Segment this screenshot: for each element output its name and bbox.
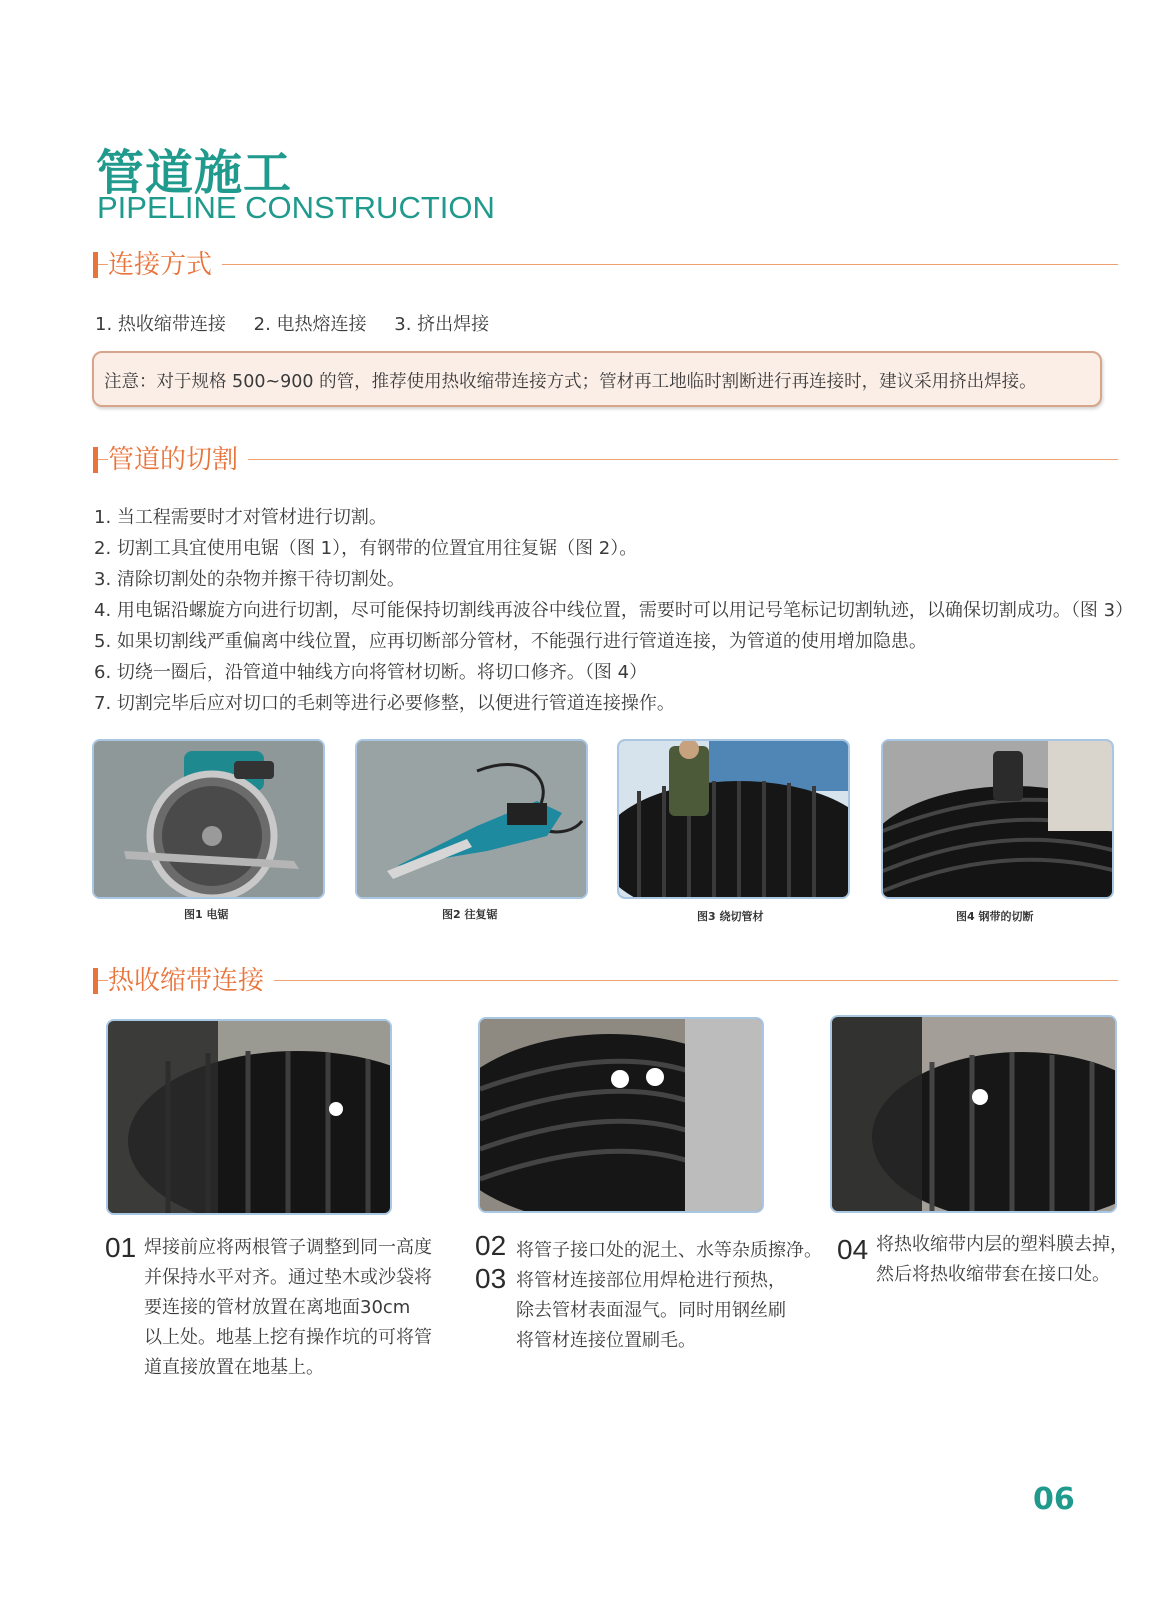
figure-caption: 图4 钢带的切断 [956,910,1034,923]
photo-steel-band-cut [881,739,1114,899]
step-text: 将管材连接部位用焊枪进行预热，除去管材表面湿气。同时用钢丝刷将管材连接位置刷毛。 [516,1270,786,1351]
page-title: 管道施工 [96,145,293,201]
list-item: 2. 切割工具宜使用电锯（图 1），有钢带的位置宜用往复锯（图 2）。 [94,538,638,559]
list-item: 6. 切绕一圈后，沿管道中轴线方向将管材切断。将切口修齐。（图 4） [94,662,648,683]
connection-methods [95,310,511,336]
pipe-alignment-illustration [108,1021,392,1215]
list-item: 1. 当工程需要时才对管材进行切割。 [94,507,387,528]
pipe-cutting-illustration [619,741,850,899]
step-number: 02 [475,1230,507,1261]
method-item: 1. 热收缩带连接 [95,314,226,335]
circular-saw-illustration [94,741,325,899]
steel-band-cut-illustration [883,741,1114,899]
list-item: 3. 清除切割处的杂物并擦干待切割处。 [94,569,405,590]
heading-marker [93,447,98,473]
step-number: 03 [475,1263,507,1294]
list-item: 5. 如果切割线严重偏离中线位置，应再切断部分管材，不能强行进行管道连接，为管道的使用增加隐患。 [94,631,927,652]
step-text: 将管子接口处的泥土、水等杂质擦净。 [516,1240,822,1261]
page-subtitle: PIPELINE CONSTRUCTION [97,190,495,225]
photo-heat-shrink-band [830,1015,1117,1213]
note-text: 注意：对于规格 500~900 的管，推荐使用热收缩带连接方式；管材再工地临时割断进行再连接时，建议采用挤出焊接。 [104,372,1037,392]
section-heading-cutting: 管道的切割 [93,439,1118,479]
method-item: 2. 电热熔连接 [253,314,367,335]
page-number: 06 [1033,1482,1075,1517]
pipe-cleaning-illustration [480,1019,764,1213]
heat-shrink-band-illustration [832,1017,1117,1213]
heading-marker [93,968,98,994]
divider [93,264,1118,265]
step-number: 04 [837,1234,869,1265]
photo-pipe-alignment [106,1019,392,1215]
step-text: 焊接前应将两根管子调整到同一高度并保持水平对齐。通过垫木或沙袋将要连接的管材放置在离地面30cm 以上处。地基上挖有操作坑的可将管道直接放置在地基上。 [144,1237,432,1378]
figure-caption: 图2 往复锯 [442,908,498,921]
method-item: 3. 挤出焊接 [394,314,490,335]
cutting-steps [94,502,1133,719]
heading-marker [93,252,98,278]
list-item: 7. 切割完毕后应对切口的毛刺等进行必要修整，以便进行管道连接操作。 [94,693,675,714]
figure-caption: 图3 绕切管材 [697,910,764,923]
list-item: 4. 用电锯沿螺旋方向进行切割，尽可能保持切割线再波谷中线位置，需要时可以用记号笔标记切割轨迹，以确保切割成功。（图 3） [94,600,1134,621]
step-text: 将热收缩带内层的塑料膜去掉，然后将热收缩带套在接口处。 [876,1234,1128,1285]
photo-pipe-cleaning [478,1017,764,1213]
note-box [92,351,1102,407]
photo-circular-saw [92,739,325,899]
photo-cutting-pipe [617,739,850,899]
step-number: 01 [105,1232,137,1263]
section-heading-heat-shrink: 热收缩带连接 [93,960,1118,1000]
reciprocating-saw-illustration [357,741,588,899]
section-heading-connection: 连接方式 [93,244,1118,284]
figure-caption: 图1 电锯 [184,908,229,921]
photo-reciprocating-saw [355,739,588,899]
